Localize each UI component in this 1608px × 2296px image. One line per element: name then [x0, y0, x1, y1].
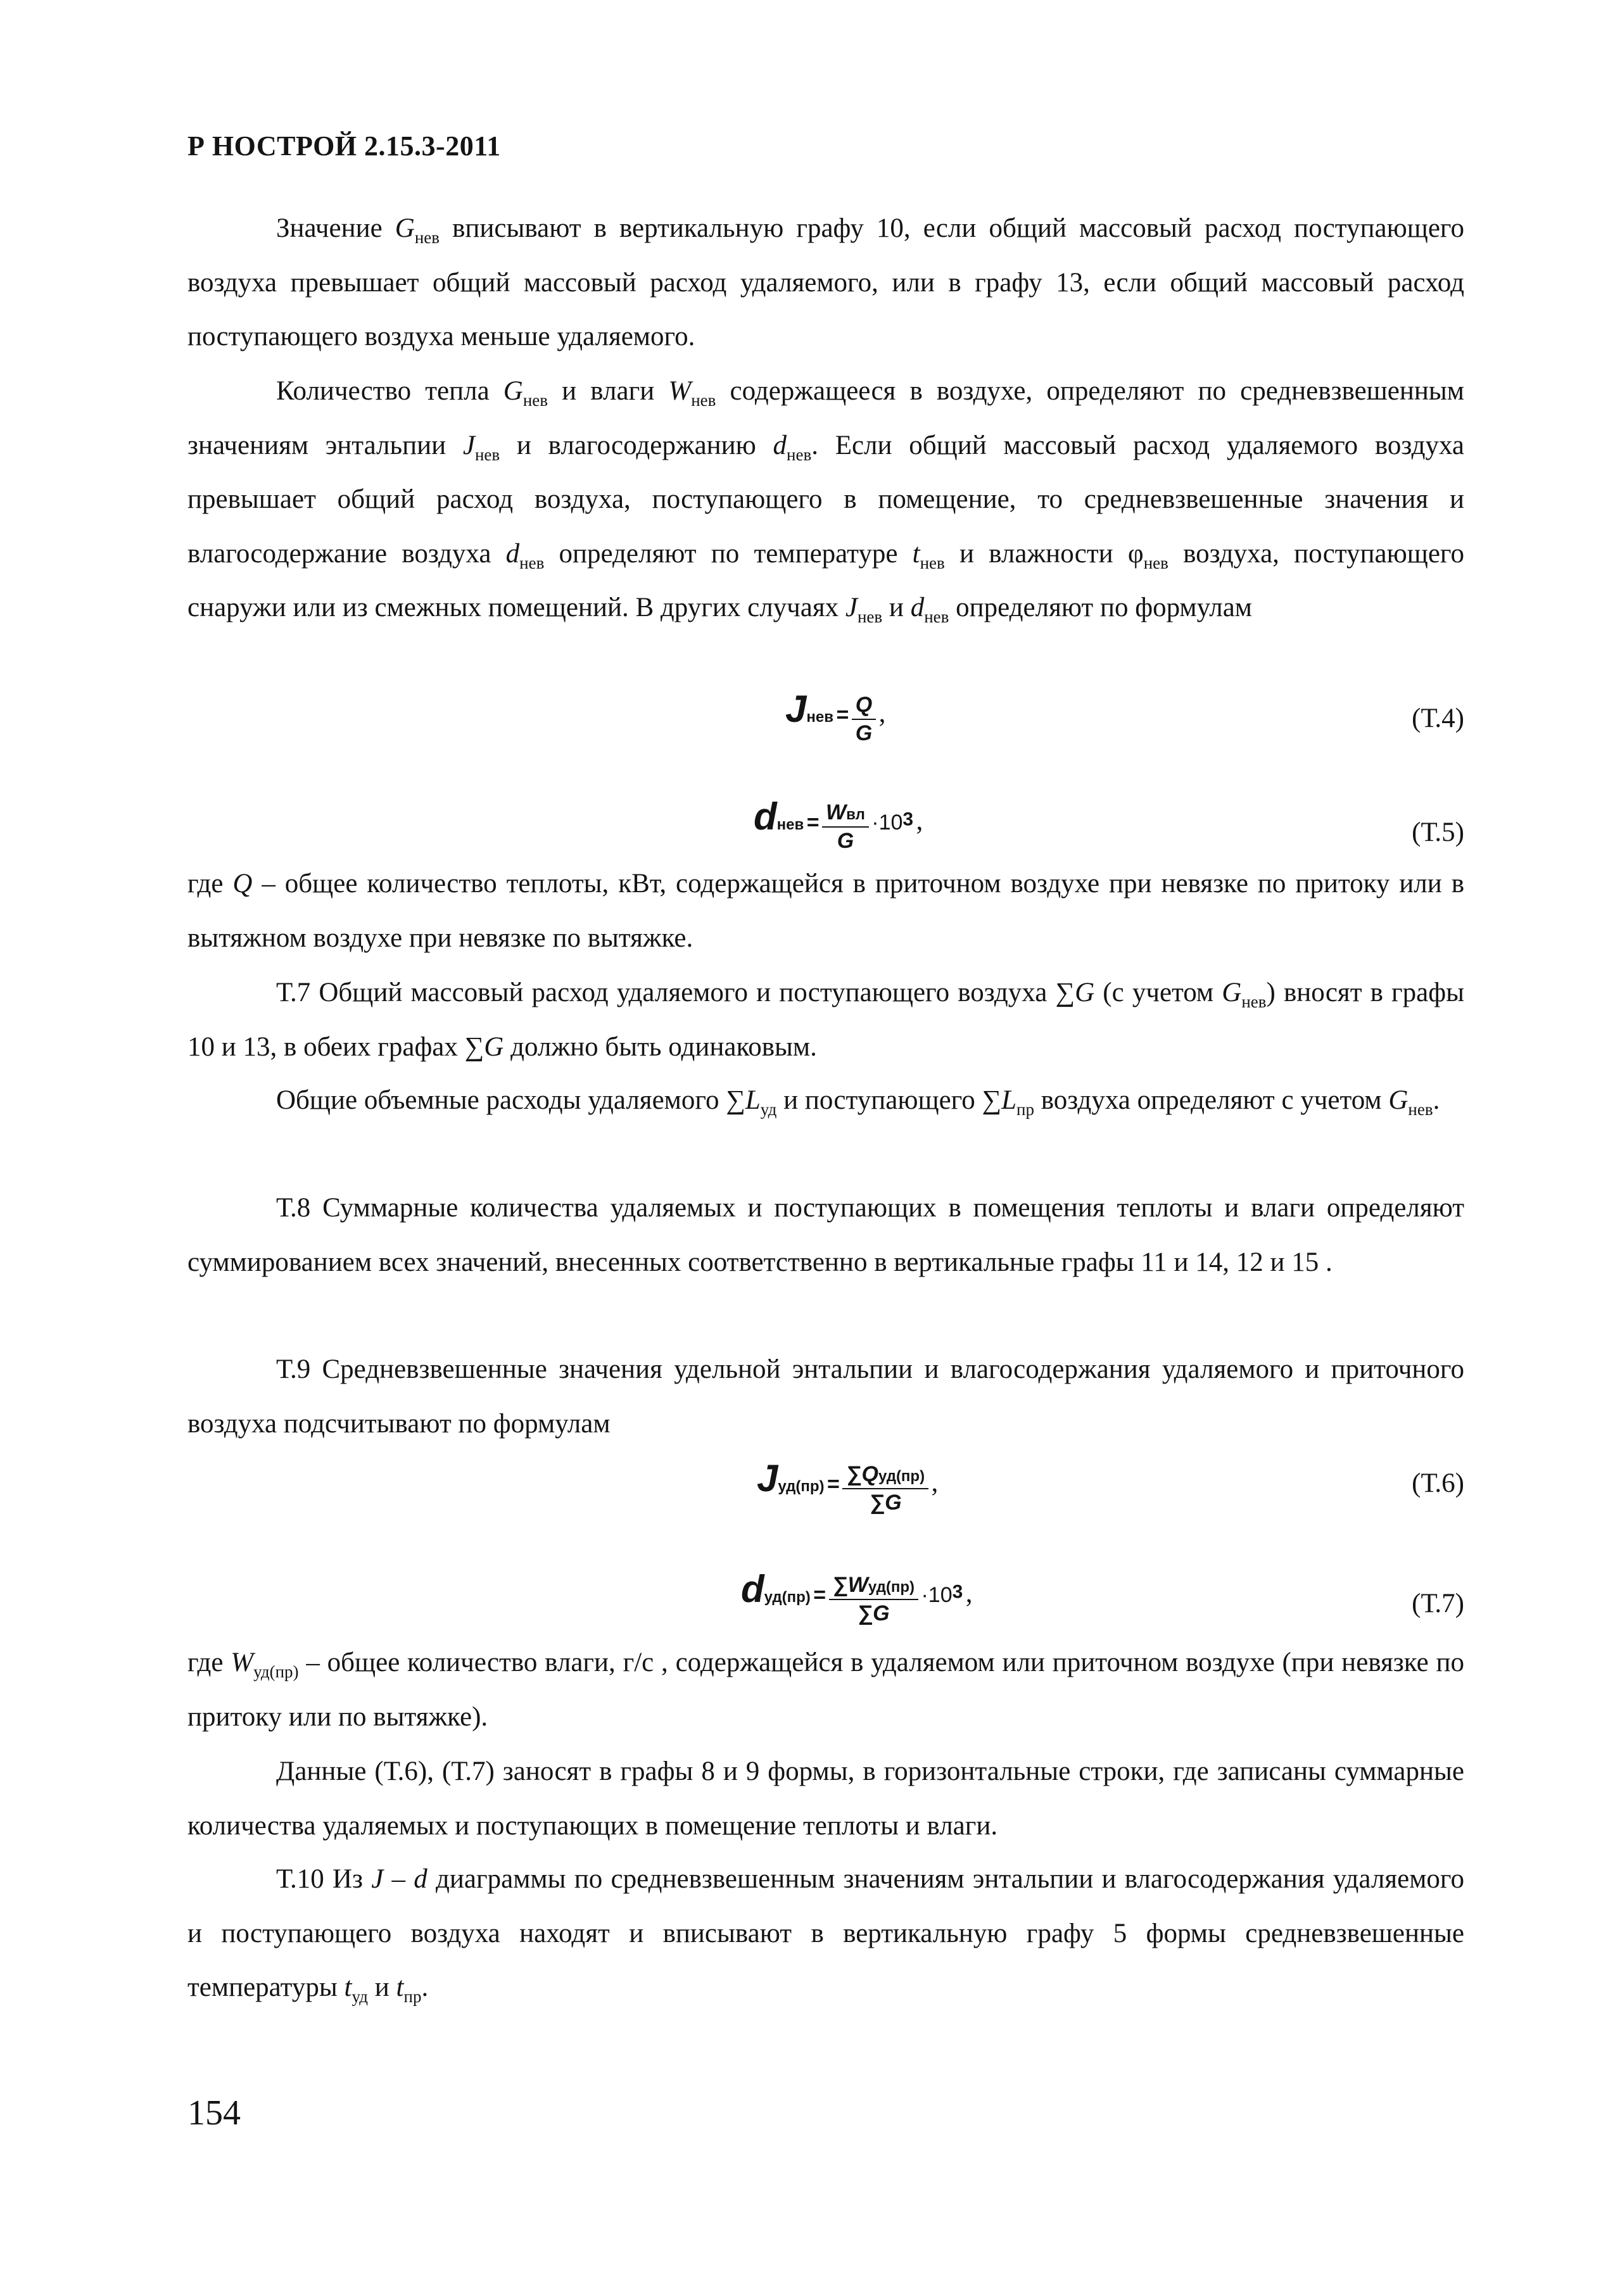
- paragraph-1: Значение $G_{нев}$ вписывают в вертикальную графу 10, если общий массовый расход поступающего воздуха превышает общий массовый расход удаляемого, или в графу 13, если общий массовый расход поступающего воздуха меньше удаляемого.: [187, 213, 1464, 351]
- paragraph-7: Т.9 Средневзвешенные значения удельной энтальпии и влагосодержания удаляемого и приточного воздуха подсчитывают по формулам: [187, 1354, 1464, 1439]
- paragraph-2: Количество тепла $G_{нев}$ и влаги $W_{нев}$ содержащееся в воздухе, определяют по средневзвешенным значениям энтальпии $J_{нев}$ и влагосодержанию $d_{нев}$. Если общий массовый расход удаляемого воздуха превышает общий расход воздуха, поступающего в помещение, то средневзвешенные значения и влагосодержание воздуха $d_{нев}$ определяют по температуре $t_{нев}$ и влажности $\varphi_{нев}$ воздуха, поступающего снаружи или из смежных помещений. В других случаях $J_{нев}$ и $d_{нев}$ определяют по формулам: [187, 376, 1465, 626]
- formula-t7: dуд(пр) = $\frac{\text{∑Wуд(пр)}}{\sum G}$ $\cdot 10^3$ ,: [741, 1568, 973, 1625]
- formula-t6: Jуд(пр) = $\frac{\text{∑Qуд(пр)}}{\sum G}$ ,: [757, 1457, 939, 1515]
- paragraph-3: где Q – общее количество теплоты, кВт, содержащейся в приточном воздухе при невязке по притоку или в вытяжном воздухе при невязке по вытяжке.: [187, 869, 1464, 953]
- formula-t4-label: (Т.4): [1412, 703, 1464, 733]
- paragraph-4: Т.7 Общий массовый расход удаляемого и поступающего воздуха ∑G (с учетом $G_{нев}$) вносят в графы 10 и 13, в обеих графах ∑G должно быть одинаковым.: [187, 978, 1465, 1062]
- paragraph-5: Общие объемные расходы удаляемого $\sum L_{уд}$ и поступающего $\sum L_{пр}$ воздуха определяют с учетом $G_{нев}$.: [276, 1085, 1440, 1119]
- paragraph-10: Т.10 Из J – d диаграммы по средневзвешенным значениям энтальпии и влагосодержания удаляемого и поступающего воздуха находят и вписывают в вертикальную графу 5 формы средневзвешенные температуры $t_{уд}$ и $t_{пр}$.: [187, 1864, 1464, 2006]
- formula-t5: dнев = $\frac{\text{Wвл}}{G}$ $\cdot 10^3$ ,: [754, 795, 923, 853]
- page-number: 154: [187, 2093, 241, 2133]
- paragraph-9: Данные (Т.6), (Т.7) заносят в графы 8 и 9 формы, в горизонтальные строки, где записаны суммарные количества удаляемых и поступающих в помещение теплоты и влаги.: [187, 1757, 1464, 1841]
- formula-t6-label: (Т.6): [1412, 1468, 1464, 1498]
- formula-t4: Jнев = $\frac{Q}{G}$ ,: [785, 688, 886, 745]
- document-header: Р НОСТРОЙ 2.15.3-2011: [187, 130, 501, 161]
- paragraph-8: где $W_{уд(пр)}$ – общее количество влаги, г/с , содержащейся в удаляемом или приточном воздухе (при невязке по притоку или по вытяжке).: [187, 1648, 1464, 1732]
- formula-t5-label: (Т.5): [1412, 817, 1464, 847]
- paragraph-6: Т.8 Суммарные количества удаляемых и поступающих в помещения теплоты и влаги определяют суммированием всех значений, внесенных соответственно в вертикальные графы 11 и 14, 12 и 15 .: [187, 1193, 1464, 1277]
- formula-t7-label: (Т.7): [1412, 1589, 1464, 1618]
